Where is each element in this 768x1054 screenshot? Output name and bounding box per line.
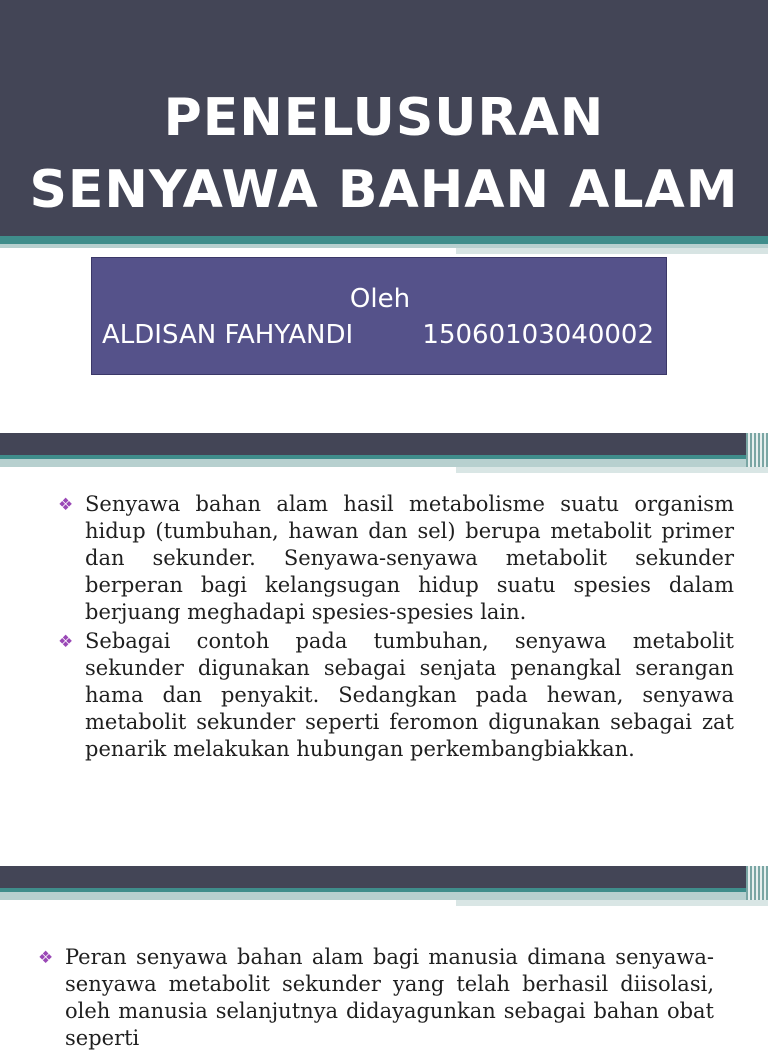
- bullet-text: Senyawa bahan alam hasil metabolisme suatu organism hidup (tumbuhan, hawan dan sel) berupa metabolit primer dan sekunder. Senyawa-senyawa metabolit sekunder berperan bagi kelangsugan hidup suatu spesies dalam berjuang meghadapi spesies-spesies lain.: [85, 492, 734, 624]
- header-pale-stripe: [456, 900, 768, 906]
- list-item: [58, 628, 734, 763]
- diamond-bullet-icon: ❖: [58, 632, 74, 652]
- title-line-2: SENYAWA BAHAN ALAM: [29, 160, 739, 220]
- author-id: 15060103040002: [422, 320, 654, 350]
- header-light-stripe: [0, 892, 768, 900]
- header-band: [0, 433, 768, 455]
- bullet-text: Peran senyawa bahan alam bagi manusia dimana senyawa-senyawa metabolit sekunder yang telah berhasil diisolasi, oleh manusia selanjutnya didayagunkan sebagai bahan obat seperti: [65, 945, 714, 1050]
- list-item: [38, 944, 714, 1052]
- header-band: [0, 866, 768, 888]
- header-tick-marks: [746, 866, 768, 900]
- bullet-text: Sebagai contoh pada tumbuhan, senyawa metabolit sekunder digunakan sebagai senjata penangkal serangan hama dan penyakit. Sedangkan pada hewan, senyawa metabolit sekunder seperti feromon digunakan sebagai zat penarik melakukan hubungan perkembangbiakkan.: [85, 629, 734, 761]
- header-tick-marks: [746, 433, 768, 467]
- bullet-list: [58, 491, 734, 765]
- pale-stripe: [456, 248, 768, 254]
- list-item: [58, 491, 734, 626]
- content-slide-2: [0, 866, 768, 1050]
- accent-stripe: [0, 236, 768, 244]
- author-label: Oleh: [349, 284, 411, 314]
- diamond-bullet-icon: ❖: [58, 495, 74, 515]
- author-name: ALDISAN FAHYANDI: [102, 320, 354, 350]
- title-slide: [0, 0, 768, 425]
- title-line-1: PENELUSURAN: [163, 88, 605, 148]
- author-box: [91, 257, 667, 375]
- title-band: [0, 0, 768, 236]
- content-slide-1: [0, 433, 768, 858]
- diamond-bullet-icon: ❖: [38, 948, 54, 968]
- header-pale-stripe: [456, 467, 768, 473]
- bullet-list: [38, 944, 714, 1054]
- header-light-stripe: [0, 459, 768, 467]
